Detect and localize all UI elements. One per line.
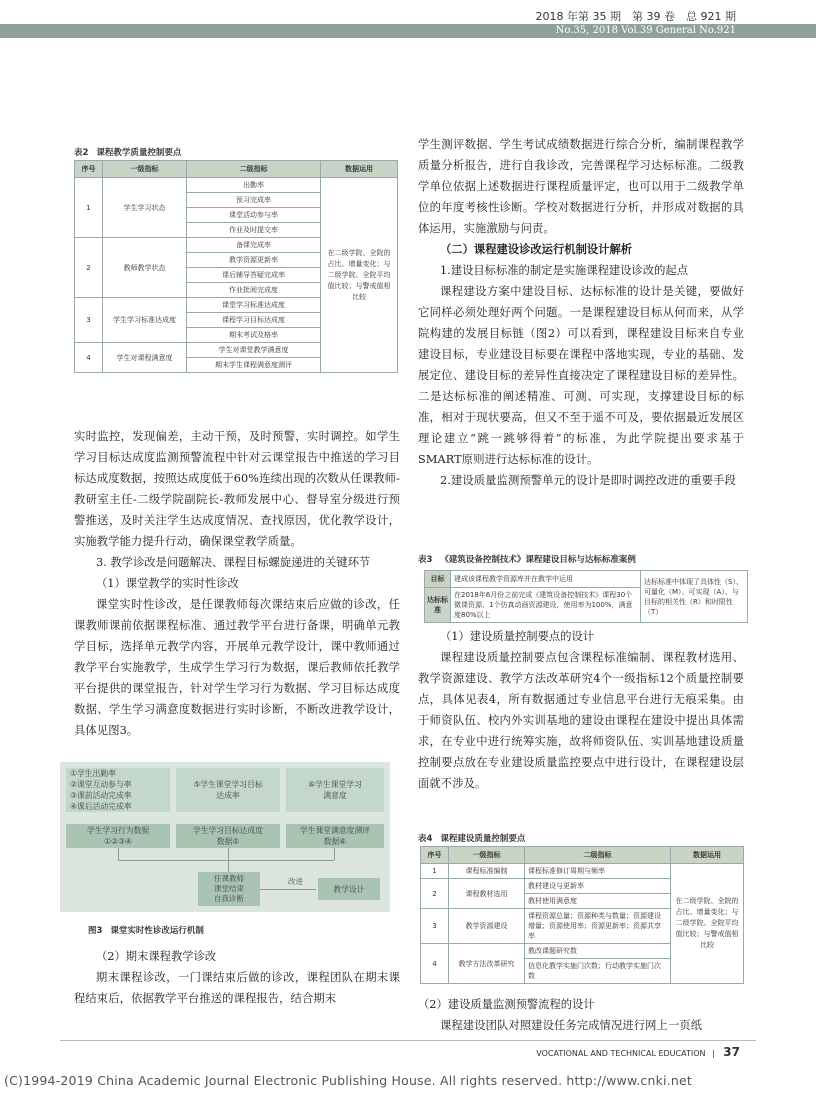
table4-grid <box>420 846 744 984</box>
table3-std-label: 达标标准 <box>425 588 451 623</box>
table3 <box>424 570 748 623</box>
section-heading: 3. 教学诊改是问题解决、课程目标螺旋递进的关键环节 <box>96 556 371 569</box>
table4-header-datause: 数据运用 <box>671 847 744 864</box>
fig3-connector <box>118 860 334 861</box>
table2-cell-level2: 出勤率 <box>187 178 321 193</box>
table4-header-level2: 二级指标 <box>525 847 671 864</box>
table4-cell-level1: 教学资源建设 <box>449 909 525 944</box>
fig3-caption-num: 图3 <box>88 926 103 936</box>
table2-cell-no: 3 <box>75 298 103 343</box>
table2-header-level2: 二级指标 <box>187 161 321 178</box>
table2-cell-level2: 作业及时提交率 <box>187 223 321 238</box>
table4-cell-no: 3 <box>421 909 449 944</box>
table2-caption-num: 表2 <box>74 148 89 158</box>
table4-cell-level2: 教改课题研究数 <box>525 944 671 959</box>
fig3-box-teacher-diagnosis: 任课教师 课堂结束 自我诊断 <box>198 872 260 906</box>
subsection-heading: （1）建设质量控制要点的设计 <box>440 630 595 643</box>
table4-cell-level1: 教学方法改革研究 <box>449 944 525 984</box>
table4 <box>420 846 744 984</box>
table2-cell-no: 2 <box>75 238 103 298</box>
subsection-heading: 2.建设质量监测预警单元的设计是即时调控改进的重要手段 <box>440 474 736 487</box>
fig3-box-behavior-data: 学生学习行为数据 ①②③④ <box>66 824 170 848</box>
journal-issue-cn: 2018 年第 35 期 第 39 卷 总 921 期 <box>535 10 736 23</box>
fig3-connector <box>118 848 119 860</box>
fig3-improve-label: 改进 <box>288 877 303 886</box>
table4-cell-no: 4 <box>421 944 449 984</box>
table2-cell-no: 4 <box>75 343 103 373</box>
copyright-notice: (C)1994-2019 China Academic Journal Electronic Publishing House. All rights reserved. http://www.cnki.net <box>4 1073 692 1088</box>
table3-caption <box>418 553 744 565</box>
table2-header-level1: 一级指标 <box>103 161 187 178</box>
fig3-connector <box>334 848 335 860</box>
right-text-block-2 <box>418 626 744 794</box>
subsection-heading: 1.建设目标标准的制定是实施课程建设诊改的起点 <box>440 264 689 277</box>
left-text-block <box>74 426 400 741</box>
table2-cell-level1: 教师教学状态 <box>103 238 187 298</box>
fig3-box-goal-rate: ⑤学生课堂学习目标 达成率 <box>176 768 280 812</box>
table3-caption-text: 《建筑设备控制技术》课程建设目标与达标标准案例 <box>440 555 636 565</box>
fig3-box-satisfaction-data: 学生课堂满意度测评 数据⑥ <box>286 824 384 848</box>
table2-caption <box>74 146 404 158</box>
table3-goal-label: 目标 <box>425 571 451 588</box>
fig3-box-behaviors: ①学生出勤率 ②课堂互动参与率 ③课前活动完成率 ④课后活动完成率 <box>66 768 170 812</box>
table3-grid <box>424 570 748 623</box>
fig3-box-satisfaction: ⑥学生课堂学习 满意度 <box>286 768 384 812</box>
table3-std-text: 在2018年6月份之前完成《建筑设备控制技术》课程30个微课资源、1个仿真动画资源建设，使用率为100%，满意度80%以上 <box>451 588 641 623</box>
table2-cell-level2: 预习完成率 <box>187 193 321 208</box>
table4-cell-datause: 在二级学院、全院的占比、增量变化；与二级学院、全院平均值比较；与警戒值相比较 <box>671 864 744 984</box>
table2-cell-level2: 课后辅导答疑完成率 <box>187 268 321 283</box>
paragraph: 期末课程诊改，一门课结束后做的诊改，课程团队在期末课程结束后，依据教学平台推送的课程报告，结合期末 <box>74 971 400 1005</box>
table2-cell-level2: 课堂活动参与率 <box>187 208 321 223</box>
figure3 <box>60 762 390 912</box>
table3-goal-text: 建成该课程教学资源库并在教学中运用 <box>451 571 641 588</box>
table4-cell-level2: 教材使用满意度 <box>525 894 671 909</box>
table2 <box>74 160 398 373</box>
paragraph: 实时监控，发现偏差，主动干预，及时预警，实时调控。如学生学习目标达成度监测预警流程中针对云课堂报告中推送的学习目标达成度数据，按照达成度低于60%连续出现的次数从任课教师-教研室主任-二级学院副院长-教师发展中心、督导室分级进行预警推送，及时关注学生达成度情况、查找原因，优化教学设计，实施教学能力提升行动，确保课堂教学质量。 <box>74 430 400 548</box>
table2-caption-text: 课程教学质量控制要点 <box>96 148 182 158</box>
table4-cell-level2: 课程资源总量；资源种类与数量；资源建设增量；资源使用率；资源更新率；资源共享率 <box>525 909 671 944</box>
table2-cell-level2: 课程学习目标达成度 <box>187 313 321 328</box>
paragraph: 课堂实时性诊改，是任课教师每次课结束后应做的诊改，任课教师课前依据课程标准、通过教学平台进行备课，明确单元教学目标，选择单元教学内容，开展单元教学设计，课中教师通过教学平台实施教学，生成学生学习行为数据，课后教师依托教学平台提供的课堂报告，针对学生学习行为数据、学习目标达成度数据、学生学习满意度数据进行实时诊断，不断改进教学设计，具体见图3。 <box>74 598 400 737</box>
table4-caption-num: 表4 <box>418 834 433 844</box>
table2-cell-level2: 课堂学习标准达成度 <box>187 298 321 313</box>
table2-cell-no: 1 <box>75 178 103 238</box>
subsection-heading: （2）建设质量监测预警流程的设计 <box>418 998 595 1011</box>
fig3-caption-text: 课堂实时性诊改运行机制 <box>110 926 204 936</box>
section-heading: （二）课程建设诊改运行机制设计解析 <box>440 242 633 256</box>
table4-cell-no: 2 <box>421 879 449 909</box>
table2-cell-level2: 作业批阅完成度 <box>187 283 321 298</box>
table4-caption <box>418 832 744 844</box>
table4-cell-level2: 教材建设与更新率 <box>525 879 671 894</box>
footer-journal <box>536 1045 740 1059</box>
left-text-block-2 <box>74 946 400 1009</box>
right-text-block-3 <box>418 994 744 1036</box>
table4-header-no: 序号 <box>421 847 449 864</box>
table-row <box>75 178 398 193</box>
fig3-box-goal-data: 学生学习目标达成度 数据⑤ <box>176 824 280 848</box>
table3-caption-num: 表3 <box>418 555 433 565</box>
paragraph: 学生测评数据、学生考试成绩数据进行综合分析，编制课程教学质量分析报告，进行自我诊改，完善课程学习达标标准。二级教学单位依据上述数据进行课程质量评定，也可以用于二级教学单位的年度考核性诊断。学校对数据进行分析，并形成对数据的具体运用，实施激励与问责。 <box>418 138 744 235</box>
figure3-caption <box>88 924 418 936</box>
table-row <box>425 571 748 588</box>
table2-cell-level2: 期末学生课程满意度测评 <box>187 358 321 373</box>
table2-header-datause: 数据运用 <box>321 161 398 178</box>
fig3-arrow <box>260 889 316 890</box>
table2-header-no: 序号 <box>75 161 103 178</box>
header-band <box>0 24 816 38</box>
table2-cell-datause: 在二级学院、全院的占比、增量变化；与二级学院、全院平均值比较；与警戒值相比较 <box>321 178 398 373</box>
page-number: 37 <box>723 1045 740 1059</box>
subsection-heading: （1）课堂教学的实时性诊改 <box>96 577 239 590</box>
table2-cell-level2: 学生对课堂教学满意度 <box>187 343 321 358</box>
table-row <box>421 864 744 879</box>
right-text-block <box>418 134 744 491</box>
footer-sep: | <box>712 1049 715 1058</box>
table4-cell-no: 1 <box>421 864 449 879</box>
table2-cell-level2: 教学资源更新率 <box>187 253 321 268</box>
table4-header-level1: 一级指标 <box>449 847 525 864</box>
fig3-box-teaching-design: 教学设计 <box>318 878 380 900</box>
table2-cell-level2: 期末考试及格率 <box>187 328 321 343</box>
table4-cell-level2: 信息化教学实施门次数；行动教学实施门次数 <box>525 959 671 984</box>
footer-rule <box>60 1040 756 1041</box>
table2-cell-level1: 学生学习标准达成度 <box>103 298 187 343</box>
paragraph: 课程建设方案中建设目标、达标标准的设计是关键，要做好它同样必须处理好两个问题。一是课程建设目标从何而来，从学院构建的发展目标链（图2）可以看到，课程建设目标来自专业建设目标，专业建设目标要在课程中落地实现，专业的基础、发展定位、建设目标的差异性直接决定了课程建设目标的差异性。二是达标标准的阐述精准、可测、可实现，支撑建设目标的标准，相对于现状要高，但又不至于遥不可及，要依据最近发展区理论建立“跳一跳够得着”的标准，为此学院提出要求基于SMART原则进行达标标准的设计。 <box>418 285 744 466</box>
table2-cell-level1: 学生学习状态 <box>103 178 187 238</box>
journal-issue-en: No.35, 2018 Vol.39 General No.921 <box>555 25 736 36</box>
footer-journal-name: VOCATIONAL AND TECHNICAL EDUCATION <box>536 1049 706 1058</box>
paragraph: 课程建设质量控制要点包含课程标准编制、课程教材选用、教学资源建设、教学方法改革研究4个一级指标12个质量控制要点，具体见表4，所有数据通过专业信息平台进行无痕采集。由于师资队伍、校内外实训基地的建设由课程在建设中提出具体需求，在专业中进行统筹实施，故将师资队伍、实训基地建设质量控制要点放在专业建设质量监控要点中进行设计，在课程建设层面就不涉及。 <box>418 651 744 790</box>
table4-cell-level1: 课程标准编制 <box>449 864 525 879</box>
table4-cell-level2: 课程标准修订周期与频率 <box>525 864 671 879</box>
table3-note: 达标标准中体现了具体性（S）、可量化（M）、可实现（A）、与目标的相关性（R）和时限性（T） <box>641 571 748 623</box>
table4-caption-text: 课程建设质量控制要点 <box>440 834 526 844</box>
table2-cell-level2: 备课完成率 <box>187 238 321 253</box>
subsection-heading: （2）期末课程教学诊改 <box>96 950 217 963</box>
table4-cell-level1: 课程教材选用 <box>449 879 525 909</box>
table2-cell-level1: 学生对课程满意度 <box>103 343 187 373</box>
table2-grid <box>74 160 398 373</box>
paragraph: 课程建设团队对照建设任务完成情况进行网上一页纸 <box>440 1019 703 1032</box>
